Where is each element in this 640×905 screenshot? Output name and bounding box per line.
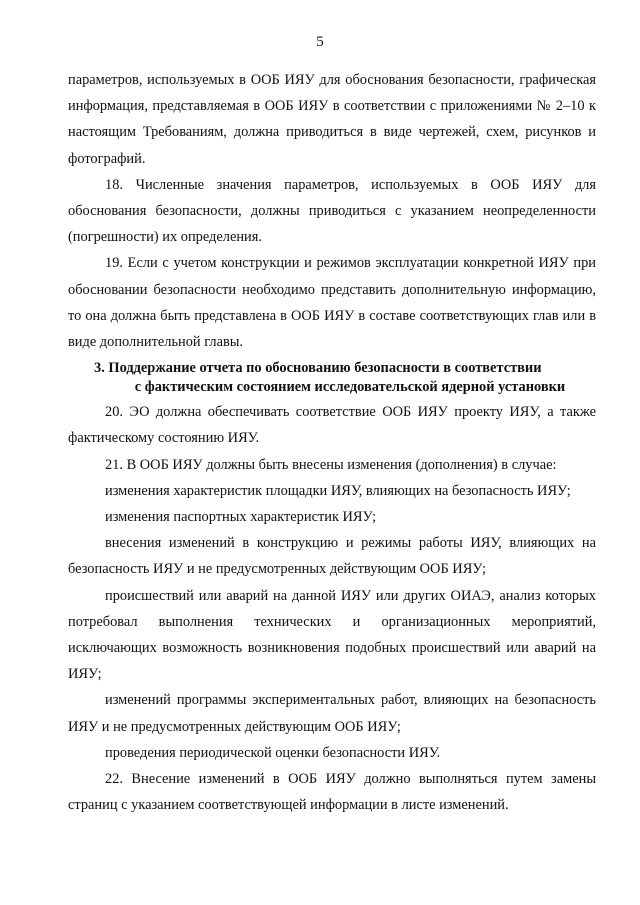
paragraph-21-item-b: изменения паспортных характеристик ИЯУ; [105,509,377,526]
section-3-heading-line-2: с фактическим состоянием исследовательской ядерной установки [134,378,566,395]
paragraph-22: 22. Внесение изменений в ООБ ИЯУ должно выполняться путем замены страниц с указанием соответствующей информации в листе изменений. [68,771,596,814]
paragraph-20: 20. ЭО должна обеспечивать соответствие ООБ ИЯУ проекту ИЯУ, а также фактическому состоянию ИЯУ. [68,404,596,447]
paragraph-21-item-f: проведения периодической оценки безопасности ИЯУ. [105,744,441,761]
paragraph-21-item-c: внесения изменений в конструкцию и режимы работы ИЯУ, влияющих на безопасность ИЯУ и не предусмотренных действующим ООБ ИЯУ; [68,535,596,578]
page-number: 5 [316,34,324,50]
paragraph-21-item-d: происшествий или аварий на данной ИЯУ или других ОИАЭ, анализ которых потребовал выполнения технических и организационных мероприятий, исключающих возможность возникновения подобных происшествий или аварий на ИЯУ; [68,587,596,683]
paragraph-19: 19. Если с учетом конструкции и режимов эксплуатации конкретной ИЯУ при обосновании безопасности необходимо представить дополнительную информацию, то она должна быть представлена в ООБ ИЯУ в составе соответствующих глав или в виде дополнительной главы. [68,255,596,351]
paragraph-18: 18. Численные значения параметров, используемых в ООБ ИЯУ для обоснования безопасности, должны приводиться с указанием неопределенности (погрешности) их определения. [68,176,596,246]
paragraph-17-continuation: параметров, используемых в ООБ ИЯУ для обоснования безопасности, графическая информация, представляемая в ООБ ИЯУ в соответствии с приложениями № 2–10 к настоящим Требованиям, должна приводиться в виде чертежей, схем, рисунков и фотографий. [68,72,596,167]
paragraph-21-item-a: изменения характеристик площадки ИЯУ, влияющих на безопасность ИЯУ; [105,482,571,499]
document-body [68,67,596,818]
paragraph-21: 21. В ООБ ИЯУ должны быть внесены изменения (дополнения) в случае: [105,456,557,473]
section-3-heading [68,359,596,396]
paragraph-21-item-e: изменений программы экспериментальных работ, влияющих на безопасность ИЯУ и не предусмотренных действующим ООБ ИЯУ; [68,692,596,735]
section-3-heading-line-1: 3. Поддержание отчета по обоснованию безопасности в соответствии [94,360,542,377]
